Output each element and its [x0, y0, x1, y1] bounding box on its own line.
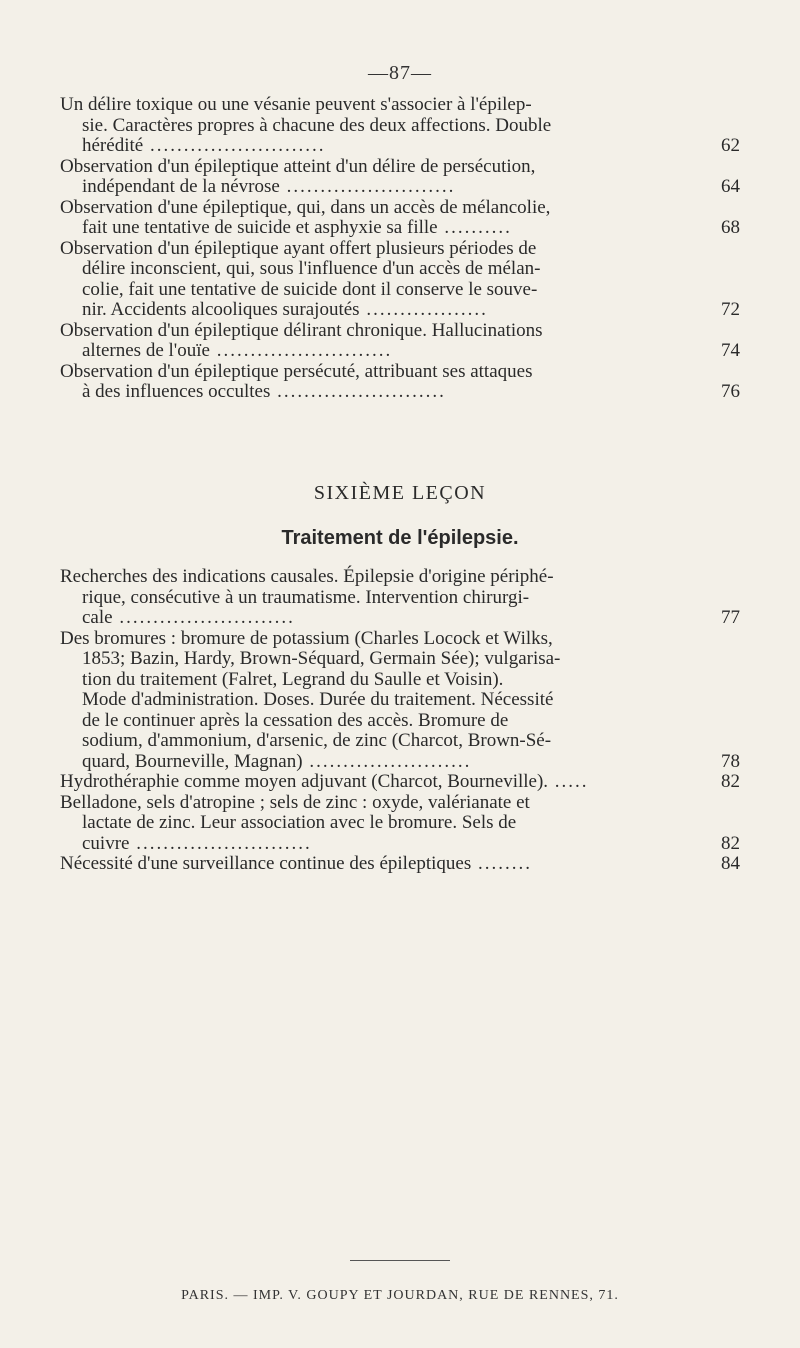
leader-dots: ........ [471, 853, 533, 874]
toc-entry [60, 793, 740, 855]
toc-entry-line: sodium, d'ammonium, d'arsenic, de zinc (Charcot, Brown-Sé- [82, 730, 552, 751]
toc-entry-line: tion du traitement (Falret, Legrand du Saulle et Voisin). [82, 668, 504, 690]
toc-entry-line: Des bromures : bromure de potassium (Charles Locock et Wilks, [60, 627, 553, 649]
leader-dots: .......................... [209, 340, 393, 361]
toc-entry-line: Nécessité d'une surveillance continue des épileptiques ........ [60, 853, 533, 874]
toc-entry-line: Observation d'une épileptique, qui, dans un accès de mélancolie, [60, 196, 551, 218]
toc-entry-line: rique, consécutive à un traumatisme. Intervention chirurgi- [82, 586, 530, 608]
section-heading: SIXIÈME LEÇON [313, 482, 487, 504]
toc-page-number: 68 [721, 217, 740, 238]
toc-page-number: 77 [721, 607, 740, 628]
toc-page-number: 84 [721, 853, 740, 874]
toc-entry-line: indépendant de la névrose ......................... [82, 176, 456, 197]
toc-entry [60, 321, 740, 362]
leader-dots: .......... [437, 217, 512, 238]
printer-imprint: PARIS. — IMP. V. GOUPY ET JOURDAN, RUE DE RENNES, 71. [181, 1288, 619, 1303]
toc-entry-line: quard, Bourneville, Magnan) ........................ [82, 750, 472, 772]
toc-page-number: 62 [721, 135, 740, 156]
toc-entry-line: Hydrothéraphie comme moyen adjuvant (Charcot, Bourneville). ..... [60, 771, 589, 792]
toc-lower-list [60, 567, 740, 875]
toc-entry-line: Recherches des indications causales. Épilepsie d'origine périphé- [60, 566, 554, 587]
toc-entry-line: Observation d'un épileptique atteint d'un délire de persécution, [60, 155, 536, 177]
toc-page-number: 76 [721, 381, 740, 402]
footer-rule [350, 1260, 450, 1261]
toc-entry-line: Belladone, sels d'atropine ; sels de zinc : oxyde, valérianate et [60, 791, 530, 813]
leader-dots: .......................... [129, 832, 312, 854]
toc-entry-line: cale .......................... [82, 607, 295, 628]
toc-page-number: 64 [721, 176, 740, 197]
toc-entry-line: sie. Caractères propres à chacune des deux affections. Double [82, 114, 552, 136]
page-number: —87— [368, 62, 432, 84]
toc-entry-line: Observation d'un épileptique ayant offert plusieurs périodes de [60, 237, 537, 259]
toc-entry [60, 772, 740, 793]
toc-entry-line: à des influences occultes ......................... [82, 381, 446, 402]
toc-page-number: 72 [721, 299, 740, 320]
toc-page-number: 82 [721, 832, 740, 854]
toc-entry [60, 198, 740, 239]
leader-dots: ......................... [270, 381, 446, 402]
toc-entry-line: hérédité .......................... [82, 135, 326, 156]
toc-page-number: 82 [721, 771, 740, 792]
toc-entry [60, 567, 740, 629]
toc-entry [60, 362, 740, 403]
toc-entry-line: nir. Accidents alcooliques surajoutés .................. [82, 299, 488, 320]
toc-entry [60, 157, 740, 198]
leader-dots: .......................... [112, 607, 295, 628]
toc-entry [60, 239, 740, 321]
toc-entry-line: cuivre .......................... [82, 832, 312, 854]
toc-page-number: 78 [721, 750, 740, 772]
toc-entry-line: Un délire toxique ou une vésanie peuvent s'associer à l'épilep- [60, 94, 532, 115]
leader-dots: ..... [548, 771, 589, 792]
leader-dots: ......................... [279, 176, 456, 197]
leader-dots: .................. [359, 299, 488, 320]
toc-entry-line: Observation d'un épileptique délirant chronique. Hallucinations [60, 319, 543, 341]
leader-dots: .......................... [143, 135, 326, 156]
toc-entry-line: délire inconscient, qui, sous l'influence d'un accès de mélan- [82, 258, 541, 279]
toc-entry-line: colie, fait une tentative de suicide dont il conserve le souve- [82, 278, 538, 300]
toc-entry-line: de le continuer après la cessation des accès. Bromure de [82, 709, 509, 731]
toc-page-number: 74 [721, 340, 740, 361]
section-subtitle: Traitement de l'épilepsie. [281, 527, 519, 549]
toc-entry-line: lactate de zinc. Leur association avec le bromure. Sels de [82, 812, 517, 833]
toc-entry [60, 95, 740, 157]
toc-entry [60, 629, 740, 773]
toc-entry-line: Observation d'un épileptique persécuté, attribuant ses attaques [60, 360, 533, 382]
toc-entry [60, 854, 740, 875]
toc-entry-line: alternes de l'ouïe .......................... [82, 340, 393, 361]
toc-entry-line: Mode d'administration. Doses. Durée du traitement. Nécessité [82, 689, 554, 710]
toc-entry-line: 1853; Bazin, Hardy, Brown-Séquard, Germain Sée); vulgarisa- [82, 648, 561, 669]
toc-entry-line: fait une tentative de suicide et asphyxie sa fille .......... [82, 217, 512, 238]
leader-dots: ........................ [302, 750, 472, 772]
toc-upper-list [60, 95, 740, 403]
